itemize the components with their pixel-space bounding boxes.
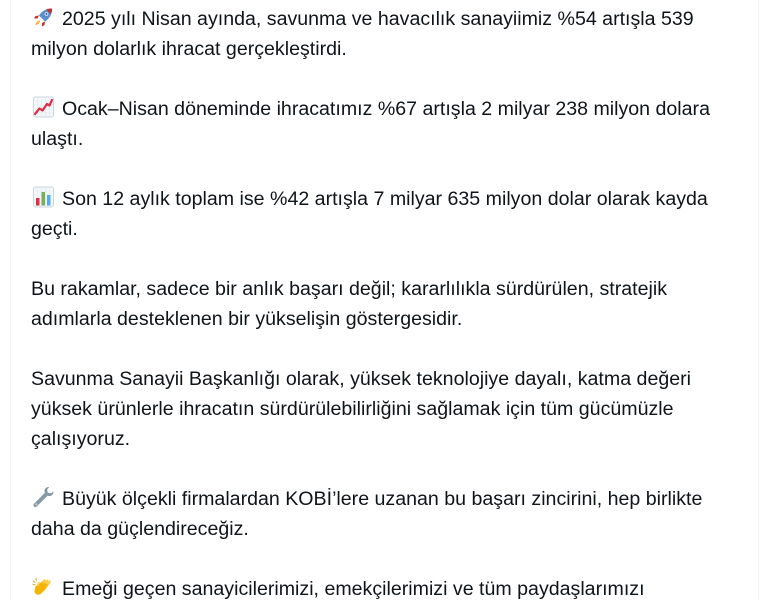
post-paragraph-not-momentary-success [31, 274, 746, 334]
post-paragraph-text: Ocak–Nisan döneminde ihracatımız %67 artışla 2 milyar 238 milyon dolara ulaştı. [31, 98, 716, 150]
timeline-border-left [10, 0, 11, 600]
post-text [31, 4, 746, 600]
rocket-emoji-icon [31, 5, 56, 29]
post-paragraph-text: Savunma Sanayii Başkanlığı olarak, yüksek teknolojiye dayalı, katma değeri yüksek ürünlerle ihracatın sürdürülebilirliğini sağlamak için tüm gücümüzle çalışıyoruz. [31, 368, 697, 450]
post-paragraph-text: Son 12 aylık toplam ise %42 artışla 7 milyar 635 milyon dolar olarak kayda geçti. [31, 188, 714, 240]
post-paragraph-success-chain [31, 484, 746, 544]
chart-increasing-emoji-icon [31, 95, 56, 119]
post-paragraph-thanks [31, 574, 746, 600]
post-paragraph-april-exports [31, 4, 746, 64]
post-paragraph-text: Emeği geçen sanayicilerimizi, emekçilerimizi ve tüm paydaşlarımızı [62, 578, 645, 600]
wrench-emoji-icon [31, 485, 56, 509]
bar-chart-emoji-icon [31, 185, 56, 209]
timeline-border-right [758, 0, 759, 600]
post-paragraph-text: Büyük ölçekli firmalardan KOBİ’lere uzanan bu başarı zincirini, hep birlikte daha da güçlendireceğiz. [31, 488, 708, 540]
post-paragraph-ssb-commitment [31, 364, 746, 454]
post-paragraph-12-month-total [31, 184, 746, 244]
clapping-hands-emoji-icon [31, 575, 56, 599]
post-paragraph-text: Bu rakamlar, sadece bir anlık başarı değil; kararlılıkla sürdürülen, stratejik adımlarla desteklenen bir yükselişin göstergesidir. [31, 278, 673, 330]
post-paragraph-text: 2025 yılı Nisan ayında, savunma ve havacılık sanayiimiz %54 artışla 539 milyon dolarlık ihracat gerçekleştirdi. [31, 8, 700, 60]
post-paragraph-jan-apr-exports [31, 94, 746, 154]
